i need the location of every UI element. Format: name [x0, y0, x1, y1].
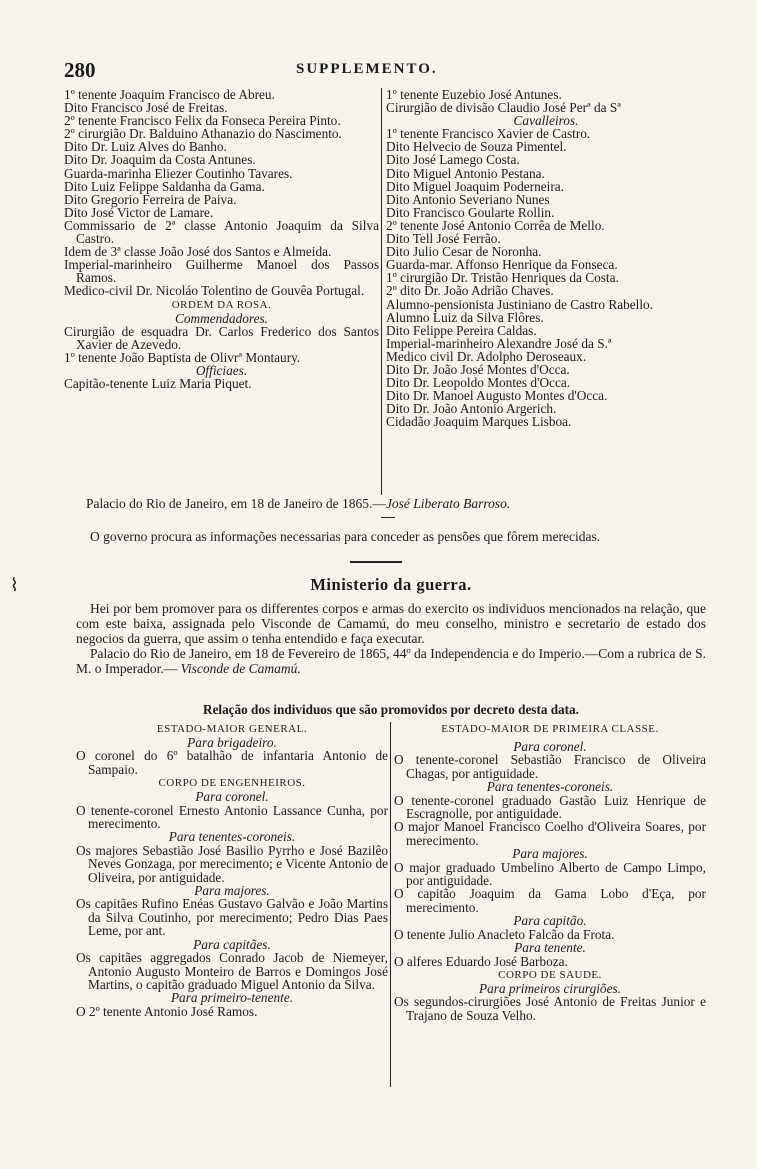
section-heading: CORPO DE SAUDE. [498, 968, 602, 981]
list-item: Dito Tell José Ferrão. [386, 231, 501, 247]
list-item: Dito Francisco José de Freitas. [64, 100, 228, 116]
signature: José Liberato Barroso. [385, 496, 511, 511]
list-item: 1º tenente Euzebio José Antunes. [386, 87, 562, 102]
short-rule [381, 517, 395, 518]
list-item: O tenente-coronel Ernesto Antonio Lassance Cunha, por merecimento. [76, 802, 388, 832]
list-item: Dito Luiz Felippe Saldanha da Gama. [64, 178, 265, 194]
list-item: Dito Miguel Joaquim Poderneira. [386, 178, 565, 194]
list-item: Imperial-marinheiro Guilherme Manoel dos Passos Ramos. [64, 257, 379, 286]
list-item: Capitão-tenente Luiz Maria Piquet. [64, 375, 252, 391]
list-item: Medico civil Dr. Adolpho Deroseaux. [386, 348, 587, 364]
decree-body [76, 601, 706, 676]
list-item: Dito José Victor de Lamare. [64, 204, 214, 220]
margin-mark: ⌇ [10, 575, 19, 595]
subheading: Para brigadeiro. [187, 735, 277, 750]
list-item: Dito Dr. Luiz Alves do Banho. [64, 139, 227, 155]
decree-signature: Visconde de Camamú. [180, 661, 301, 676]
list-item: O tenente Julio Anacleto Falcão da Frota. [394, 926, 615, 942]
left-column [64, 88, 379, 390]
list-item: Alumno Luiz da Silva Flôres. [386, 309, 544, 325]
lower-right-column [394, 722, 706, 1022]
list-item: Alumno-pensionista Justiniano de Castro Rabello. [386, 296, 654, 312]
list-item: Dito Miguel Antonio Pestana. [386, 165, 545, 181]
list-item: Cirurgião de divisão Claudio José Perª da Sª [386, 100, 621, 116]
list-item: Dito Julio Cesar de Noronha. [386, 244, 542, 260]
list-item: Dito Francisco Goularte Rollin. [386, 204, 555, 220]
section-heading: ORDEM DA ROSA. [171, 298, 272, 311]
list-item: 2º tenente José Antonio Corrêa de Mello. [386, 217, 605, 233]
subheading: Para majores. [512, 846, 588, 862]
subheading: Para coronel. [195, 789, 269, 805]
palacio-line [86, 497, 706, 512]
list-item: Dito Felippe Pereira Caldas. [386, 322, 537, 338]
list-item: Idem de 3ª classe João José dos Santos e Almeida. [64, 244, 332, 260]
list-item: 1º tenente João Baptista de Olivrª Montaury. [64, 349, 301, 365]
list-item: Os majores Sebastião José Basilio Pyrrho e José Bazilêo Neves Gonzaga, por merecimento; e Vicente Antonio de Oliveira, por antiguidade. [76, 842, 388, 885]
subheading: Para tenente. [514, 940, 586, 956]
relation-title: Relação dos individuos que são promovidos por decreto desta data. [203, 702, 579, 717]
list-item: O major Manoel Francisco Coelho d'Oliveira Soares, por merecimento. [394, 819, 706, 848]
list-item: Dito Antonio Severiano Nunes [386, 191, 550, 207]
list-item: Os capitães Rufino Enéas Gustavo Galvão e João Martins da Silva Coutinho, por merecimento; Pedro Dias Paes Leme, por ant. [76, 896, 388, 939]
list-item: Dito Dr. Manoel Augusto Montes d'Occa. [386, 388, 608, 404]
list-item: Dito José Lamego Costa. [386, 152, 520, 168]
list-item: O capitão Joaquim da Gama Lobo d'Eça, por merecimento. [394, 886, 706, 915]
section-heading: ESTADO-MAIOR DE PRIMEIRA CLASSE. [441, 723, 659, 735]
list-item: Dito Dr. Joaquim da Costa Antunes. [64, 152, 256, 168]
subheading: Para tenentes-coroneis. [486, 779, 614, 795]
subheading: Officiaes. [195, 362, 248, 378]
list-item: Commissario de 2ª classe Antonio Joaquim da Silva Castro. [64, 217, 379, 247]
column-divider [390, 722, 391, 1087]
subheading: Para primeiro-tenente. [170, 990, 294, 1006]
list-item: Dito Dr. Leopoldo Montes d'Occa. [386, 375, 571, 391]
list-item: O coronel do 6º batalhão de infantaria Antonio de Sampaio. [76, 748, 388, 777]
decree-palacio [76, 646, 706, 676]
decree-text: Hei por bem promover para os differentes corpos e armas do exercito os individuos mencionados na relação, que com este baixa, assignada pelo Visconde de Camamú, do meu conselho, ministro e secretario de estado dos negocios da guerra, que assim o tenha entendido e faça executar. [76, 601, 706, 646]
list-item: Medico-civil Dr. Nicoláo Tolentino de Gouvêa Portugal. [64, 283, 365, 299]
subheading: Para tenentes-coroneis. [168, 829, 296, 845]
list-item: 2º cirurgião Dr. Balduino Athanazio do Nascimento. [64, 126, 342, 142]
list-item: Imperial-marinheiro Alexandre José da S.ª [386, 335, 612, 351]
list-item: Dito Helvecio de Souza Pimentel. [386, 139, 567, 155]
section-heading: CORPO DE ENGENHEIROS. [158, 777, 306, 790]
subheading: Para capitão. [513, 913, 587, 929]
ministry-title: Ministerio da guerra. [310, 575, 472, 594]
section-heading: ESTADO-MAIOR GENERAL. [156, 723, 308, 735]
list-item: 1º cirurgião Dr. Tristão Henriques da Costa. [386, 270, 619, 286]
subheading: Commendadores. [175, 310, 268, 326]
subheading: Para coronel. [513, 739, 587, 754]
governo-paragraph: O governo procura as informações necessarias para conceder as pensões que fôrem merecidas. [90, 529, 601, 544]
subheading: Para primeiros cirurgiões. [479, 980, 621, 996]
list-item: Cidadão Joaquim Marques Lisboa. [386, 414, 572, 430]
running-title: SUPPLEMENTO. [296, 61, 438, 77]
list-item: Os segundos-cirurgiões José Antonio de Freitas Junior e Trajano de Souza Velho. [394, 994, 706, 1023]
subheading: Para majores. [194, 883, 270, 899]
list-item: Guarda-marinha Eliezer Coutinho Tavares. [64, 165, 293, 181]
list-item: 1º tenente Joaquim Francisco de Abreu. [64, 87, 275, 102]
section-rule [350, 561, 402, 563]
list-item: Dito Dr. João Antonio Argerich. [386, 401, 557, 417]
page-number: 280 [64, 58, 96, 82]
list-item: Guarda-mar. Affonso Henrique da Fonseca. [386, 257, 618, 273]
page-header [64, 58, 704, 84]
list-item: O tenente-coronel graduado Gastão Luiz Henrique de Escragnolle, por antiguidade. [394, 792, 706, 822]
list-item: 2º tenente Francisco Felix da Fonseca Pereira Pinto. [64, 113, 341, 129]
list-item: O alferes Eduardo José Barboza. [394, 953, 568, 969]
list-item: 1º tenente Francisco Xavier de Castro. [386, 126, 591, 142]
list-item: Dito Dr. João José Montes d'Occa. [386, 361, 570, 377]
lower-left-column [76, 722, 388, 1018]
list-item: Dito Gregorio Ferreira de Paiva. [64, 191, 237, 207]
right-column [386, 88, 706, 428]
list-item: O 2º tenente Antonio José Ramos. [76, 1003, 258, 1019]
subheading: Cavalleiros. [513, 113, 579, 129]
column-divider [381, 88, 382, 495]
list-item: 2º dito Dr. João Adrião Chaves. [386, 283, 554, 299]
subheading: Para capitães. [193, 936, 271, 952]
palacio-text: Palacio do Rio de Janeiro, em 18 de Janeiro de 1865.— [86, 496, 386, 511]
list-item: O tenente-coronel Sebastião Francisco de Oliveira Chagas, por antiguidade. [394, 752, 706, 781]
list-item: Cirurgião de esquadra Dr. Carlos Frederico dos Santos Xavier de Azevedo. [64, 323, 379, 352]
list-item: Os capitães aggregados Conrado Jacob de Niemeyer, Antonio Augusto Monteiro de Barros e Domingos José Martins, o capitão graduado Miguel Antonio da Silva. [76, 950, 388, 992]
list-item: O major graduado Umbelino Alberto de Campo Limpo, por antiguidade. [394, 859, 706, 889]
decree-palacio-text: Palacio do Rio de Janeiro, em 18 de Fevereiro de 1865, 44º da Independencia e do Imperio.—Com a rubrica de S. M. o Imperador.— [76, 646, 706, 676]
